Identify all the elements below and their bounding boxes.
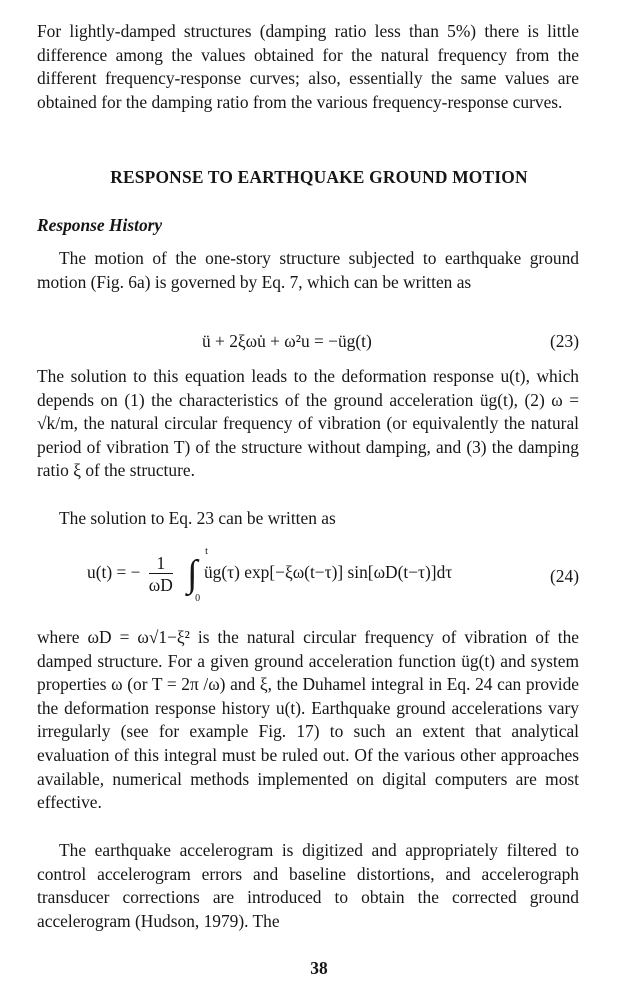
integral-sign: ∫ t 0 (187, 546, 208, 604)
intro-paragraph: For lightly-damped structures (damping ratio less than 5%) there is little difference among the values obtained for the natural frequency from the different frequency-response curves; also, essentially the same values are obtained for the damping ratio from the various frequency-response curves. (37, 21, 579, 112)
page-number: 38 (310, 958, 328, 978)
accelerogram-paragraph: The earthquake accelerogram is digitized and appropriately filtered to control accelerogram errors and baseline distortions, and accelerograph transducer corrections are introduced to obtain the corrected ground accelerogram (Hudson, 1979). The (37, 840, 579, 931)
equation-23 (37, 331, 579, 355)
integral-upper-limit: t (205, 546, 208, 557)
fraction-numerator: 1 (149, 553, 173, 574)
equation-24 (37, 546, 579, 610)
integral-lower-limit: 0 (195, 593, 201, 604)
equation-23-body: ü + 2ξωu̇ + ω²u = −üg(t) (202, 331, 372, 351)
section-heading: RESPONSE TO EARTHQUAKE GROUND MOTION (110, 167, 528, 187)
motion-paragraph: The motion of the one-story structure subjected to earthquake ground motion (Fig. 6a) is governed by Eq. 7, which can be written as (37, 248, 579, 292)
equation-24-integrand: üg(τ) exp[−ξω(t−τ)] sin[ωD(t−τ)]dτ (203, 562, 453, 582)
subsection-heading: Response History (37, 215, 163, 235)
equation-23-number: (23) (550, 331, 579, 351)
fraction-denominator: ωD (148, 574, 173, 595)
equation-24-body (87, 546, 453, 604)
equation-24-number: (24) (550, 566, 579, 586)
where-paragraph: where ωD = ω√1−ξ² is the natural circular frequency of vibration of the damped structure. For a given ground acceleration function üg(t) and system properties ω (or T = 2π /ω) and ξ, the Duhamel integral in Eq. 24 can provide the deformation response history u(t). Earthquake ground accelerations vary irregularly (see for example Fig. 17) to such an extent that analytical evaluation of this integral must be ruled out. Of the various other approaches available, numerical methods implemented on digital computers are most effective. (37, 627, 579, 813)
equation-24-lhs: u(t) = − (87, 562, 141, 582)
solution-paragraph: The solution to this equation leads to the deformation response u(t), which depends on (1) the characteristics of the ground acceleration üg(t), (2) ω = √k/m, the natural circular frequency of vibration (or equivalently the natural period of vibration T) of the structure without damping, and (3) the damping ratio ξ of the structure. (37, 366, 579, 481)
written-paragraph: The solution to Eq. 23 can be written as (59, 508, 336, 528)
equation-24-fraction (149, 553, 173, 596)
